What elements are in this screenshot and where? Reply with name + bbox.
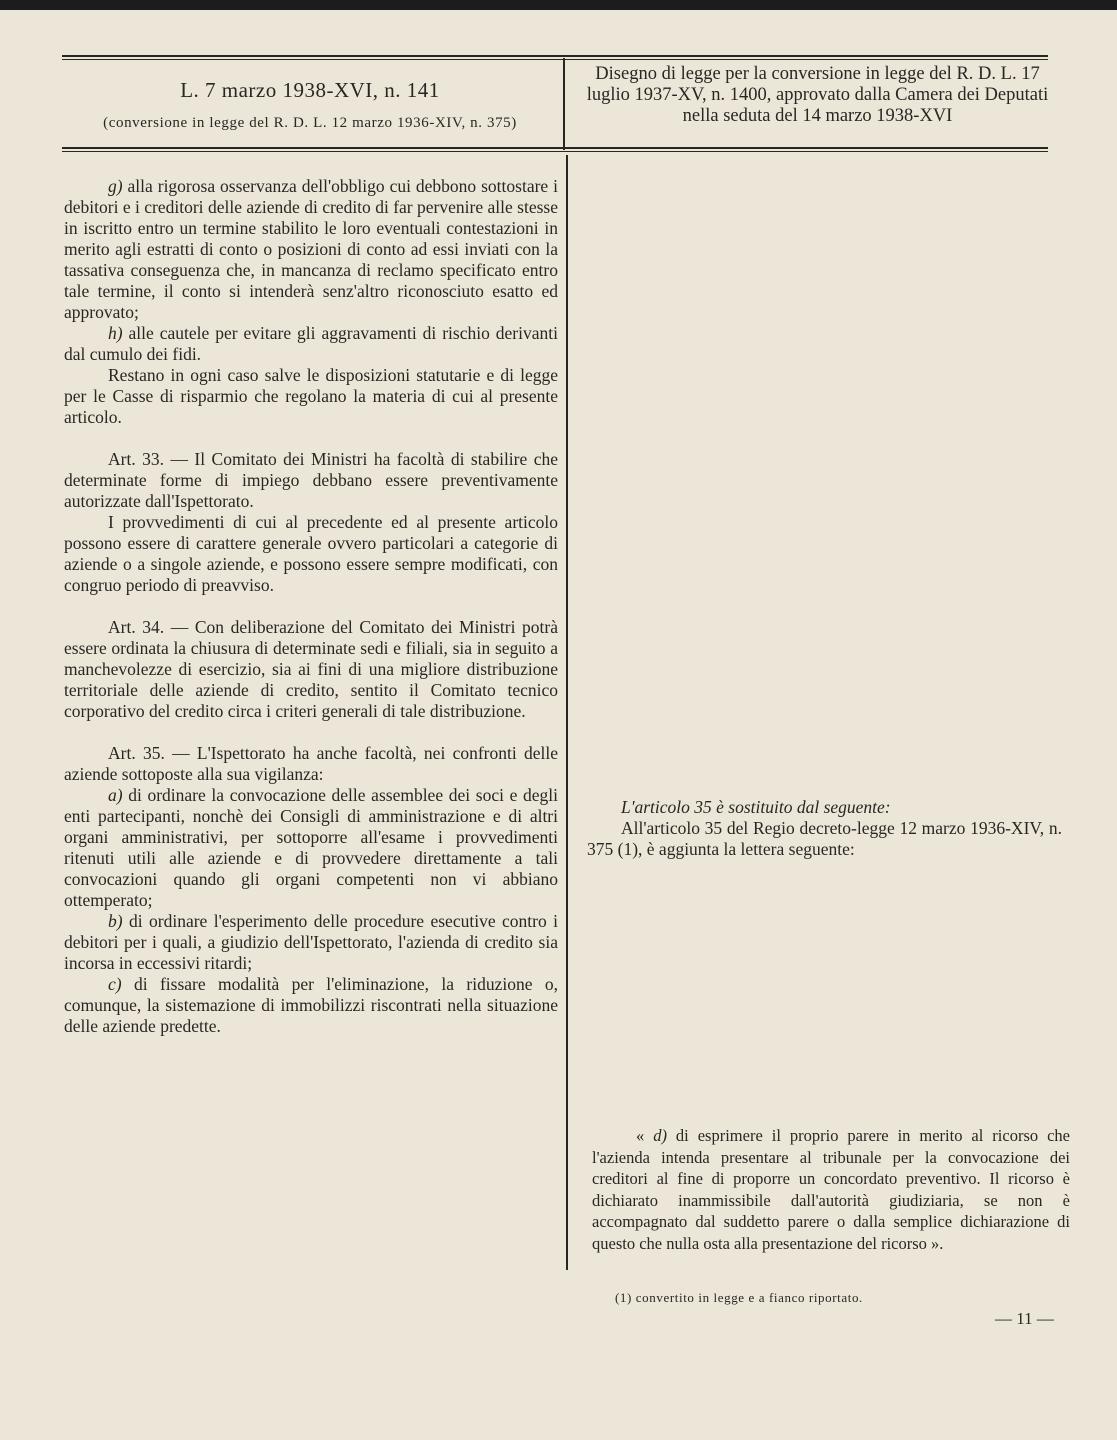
header-bottom-rule-thin	[62, 151, 1048, 152]
article-35: Art. 35. — L'Ispettorato ha anche facoltà, nei confronti delle aziende sottoposte alla sua vigilanza:	[64, 743, 558, 784]
clause-c-label: c)	[108, 974, 122, 994]
clause-h	[64, 323, 558, 365]
clause-d-quote: «	[636, 1126, 654, 1145]
clause-g-label: g)	[108, 176, 123, 196]
clause-b-label: b)	[108, 911, 123, 931]
clause-c	[64, 974, 558, 1037]
clause-d	[592, 1125, 1070, 1254]
law-subtitle: (conversione in legge del R. D. L. 12 marzo 1936-XIV, n. 375)	[103, 115, 517, 131]
clause-b	[64, 911, 558, 974]
article-33: Art. 33. — Il Comitato dei Ministri ha facoltà di stabilire che determinate forme di impiego debbano essere preventivamente autorizzate dall'Ispettorato.	[64, 449, 558, 511]
clause-h-label: h)	[108, 323, 123, 343]
header-left	[60, 78, 560, 132]
article-34: Art. 34. — Con deliberazione del Comitato dei Ministri potrà essere ordinata la chiusura di determinate sedi e filiali, sia in seguito a manchevolezze di esercizio, sia ai fini di una migliore distribuzione territoriale delle aziende di credito, sentito il Comitato tecnico corporativo del credito circa i criteri generali di tale distribuzione.	[64, 617, 558, 721]
header-bottom-rule	[62, 147, 1048, 149]
article-35-body: All'articolo 35 del Regio decreto-legge 12 marzo 1936-XIV, n. 375 (1), è aggiunta la lettera seguente:	[587, 818, 1062, 859]
law-title: L. 7 marzo 1938-XVI, n. 141	[180, 78, 440, 102]
clause-a-label: a)	[108, 785, 123, 805]
clause-d-text: di esprimere il proprio parere in merito al ricorso che l'azienda intenda presentare al tribunale per la convocazione dei creditori al fine di proporre un concordato preventivo. Il ricorso è dichiarato inammissibile dall'autorità giudiziaria, se non è accompagnato dal suddetto parere o dalla semplice dichiarazione di questo che nulla osta alla presentazione del ricorso ».	[592, 1126, 1070, 1253]
clause-g	[64, 176, 558, 323]
clause-b-text: di ordinare l'esperimento delle procedure esecutive contro i debitori per i quali, a giudizio dell'Ispettorato, l'azienda di credito sia incorsa in eccessivi ritardi;	[64, 911, 558, 973]
clause-d-label: d)	[653, 1126, 667, 1145]
clause-c-text: di fissare modalità per l'eliminazione, la riduzione o, comunque, la sistemazione di immobilizzi riscontrati nella situazione delle aziende predette.	[64, 974, 558, 1036]
bill-title: Disegno di legge per la conversione in legge del R. D. L. 17 luglio 1937-XV, n. 1400, approvato dalla Camera dei Deputati nella seduta del 14 marzo 1938-XVI	[586, 64, 1049, 126]
page-number: — 11 —	[995, 1309, 1054, 1328]
header-top-rule	[62, 55, 1048, 57]
header-column-divider	[563, 58, 565, 150]
right-column-article-35	[587, 797, 1062, 860]
clause-h-text: alle cautele per evitare gli aggravamenti di rischio derivanti dal cumulo dei fidi.	[64, 323, 558, 364]
article-35-heading: L'articolo 35 è sostituito dal seguente:	[621, 797, 891, 817]
clause-g-text: alla rigorosa osservanza dell'obbligo cui debbono sottostare i debitori e i creditori delle aziende di credito di far pervenire alle stesse in iscritto entro un termine stabilito le loro eventuali contestazioni in merito agli estratti di conto o posizioni di conto ad essi inviati con la tassativa conseguenza che, in mancanza di reclamo specificato entro tale termine, il conto si intenderà senz'altro riconosciuto esatto ed approvato;	[64, 176, 558, 322]
header-right	[580, 64, 1055, 127]
body-column-divider	[566, 155, 568, 1270]
clause-a-text: di ordinare la convocazione delle assemblee dei soci e degli enti partecipanti, nonchè dei Consigli di amministrazione e di altri organi amministrativi, per sottoporre all'esame i provvedimenti ritenuti utili alle aziende e di provvedere direttamente a tali convocazioni quando gli organi competenti non vi abbiano ottemperato;	[64, 785, 558, 910]
footnote: (1) convertito in legge e a fianco riportato.	[615, 1290, 863, 1305]
clause-a	[64, 785, 558, 911]
right-column-clause-d	[592, 1125, 1070, 1254]
left-column	[64, 176, 558, 1037]
top-scan-border	[0, 0, 1117, 10]
header-top-rule-thin	[62, 59, 1048, 60]
article-33-para2: I provvedimenti di cui al precedente ed al presente articolo possono essere di carattere generale ovvero particolari a categorie di aziende o a singole aziende, e possono essere sempre modificati, con congruo periodo di preavviso.	[64, 512, 558, 595]
restano-paragraph: Restano in ogni caso salve le disposizioni statutarie e di legge per le Casse di risparmio che regolano la materia di cui al presente articolo.	[64, 365, 558, 427]
